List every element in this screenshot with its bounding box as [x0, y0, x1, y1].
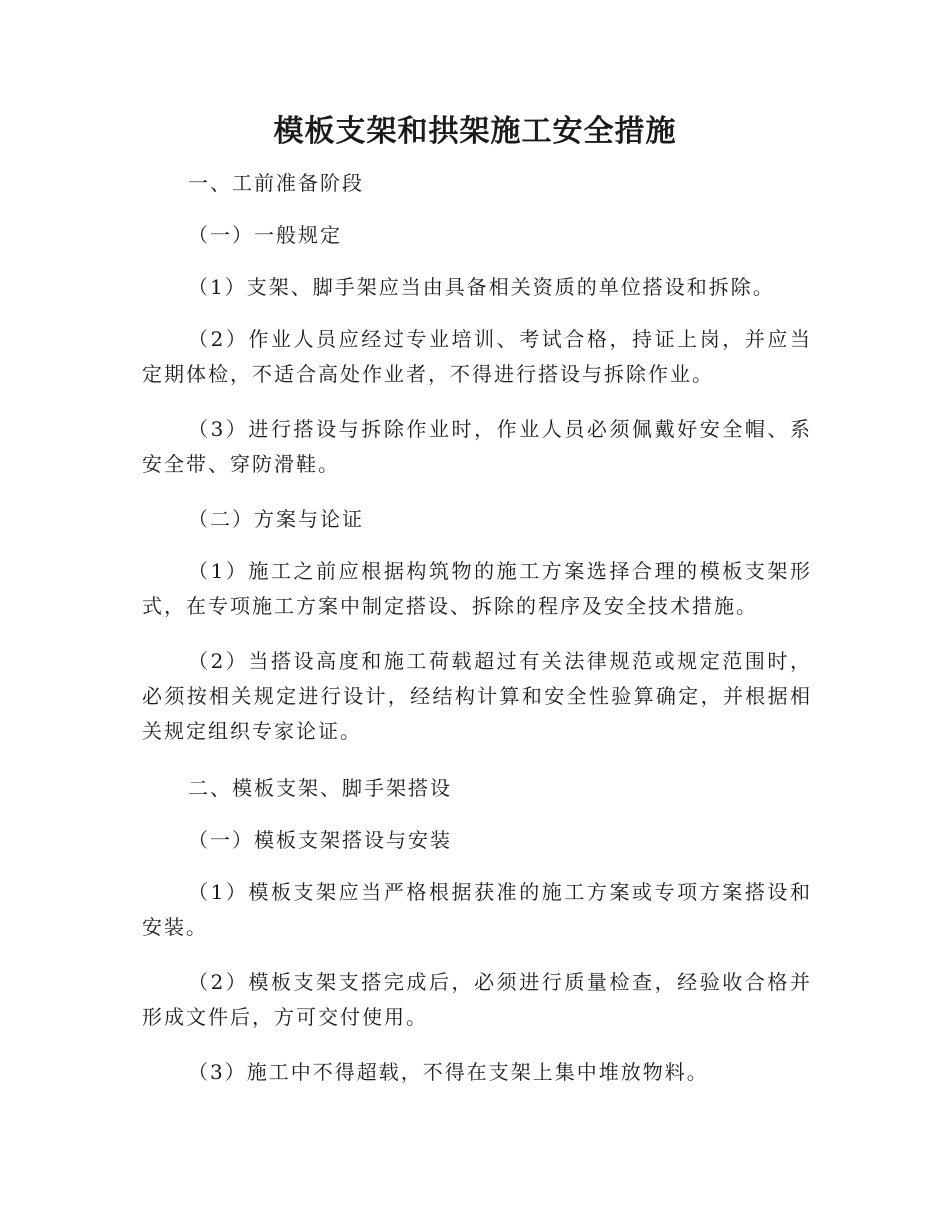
section-heading-2: 二、模板支架、脚手架搭设	[188, 776, 452, 800]
paragraph-1-1-2: （2）作业人员应经过专业培训、考试合格，持证上岗，并应当定期体检，不适合高处作业者，不得进行搭设与拆除作业。	[142, 327, 812, 386]
subsection-heading-1-2: （二）方案与论证	[188, 507, 364, 531]
paragraph-1-2-2: （2）当搭设高度和施工荷载超过有关法律规范或规定范围时，必须按相关规定进行设计，经结构计算和安全性验算确定，并根据相关规定组织专家论证。	[142, 649, 812, 743]
document-title: 模板支架和拱架施工安全措施	[273, 114, 677, 149]
paragraph-2-1-2: （2）模板支架支搭完成后，必须进行质量检查，经验收合格并形成文件后，方可交付使用。	[142, 970, 812, 1029]
section-heading-1: 一、工前准备阶段	[188, 171, 364, 195]
paragraph-1-1-3: （3）进行搭设与拆除作业时，作业人员必须佩戴好安全帽、系安全带、穿防滑鞋。	[142, 417, 812, 476]
paragraph-1-2-1: （1）施工之前应根据构筑物的施工方案选择合理的模板支架形式，在专项施工方案中制定搭设、拆除的程序及安全技术措施。	[142, 559, 812, 618]
paragraph-1-1-1: （1）支架、脚手架应当由具备相关资质的单位搭设和拆除。	[188, 275, 775, 299]
subsection-heading-2-1: （一）模板支架搭设与安装	[188, 828, 452, 852]
paragraph-2-1-3: （3）施工中不得超载，不得在支架上集中堆放物料。	[188, 1060, 709, 1084]
subsection-heading-1-1: （一）一般规定	[188, 223, 342, 247]
paragraph-2-1-1: （1）模板支架应当严格根据获准的施工方案或专项方案搭设和安装。	[142, 880, 812, 939]
